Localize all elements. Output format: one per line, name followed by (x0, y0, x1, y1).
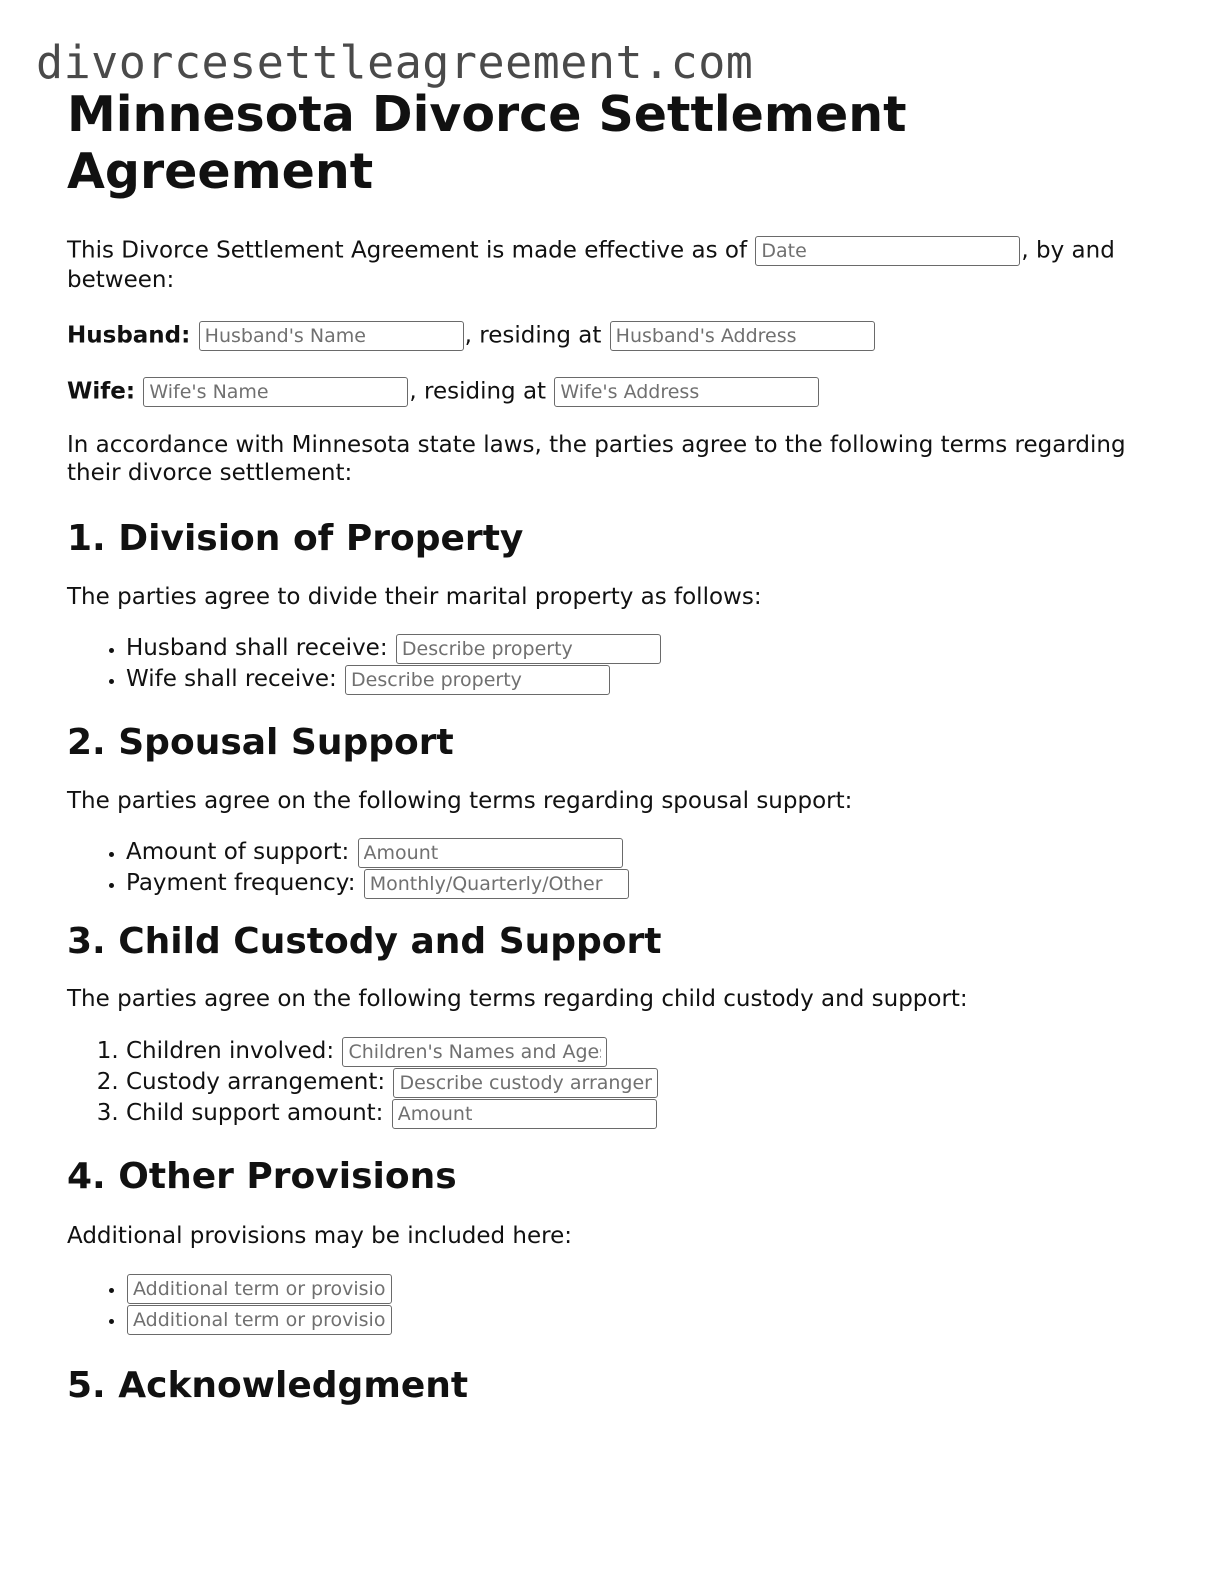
husband-property-input[interactable] (396, 634, 661, 664)
list-item (126, 664, 1157, 695)
child-custody-intro: The parties agree on the following terms regarding child custody and support: (67, 986, 968, 1012)
intro-text-after: , by and between: (67, 237, 1115, 293)
agreement-document (67, 86, 1157, 1408)
support-amount-input[interactable] (358, 838, 623, 868)
list-item (126, 1273, 1157, 1304)
property-intro: The parties agree to divide their marital property as follows: (67, 584, 762, 610)
other-provisions-intro: Additional provisions may be included here: (67, 1223, 573, 1249)
child-support-amount-input[interactable] (392, 1099, 657, 1129)
list-item (126, 868, 1157, 899)
list-item (126, 1304, 1157, 1335)
child-support-amount-label: Child support amount: (126, 1100, 391, 1126)
property-wife-label: Wife shall receive: (126, 666, 345, 692)
child-custody-list (67, 1036, 1157, 1129)
property-list (67, 633, 1157, 695)
children-involved-input[interactable] (342, 1037, 607, 1067)
support-amount-label: Amount of support: (126, 839, 357, 865)
page-title: Minnesota Divorce Settlement Agreement (67, 86, 907, 200)
children-involved-label: Children involved: (126, 1038, 342, 1064)
intro-paragraph (67, 236, 1157, 295)
intro-text-before: This Divorce Settlement Agreement is made effective as of (67, 237, 755, 264)
wife-address-input[interactable] (554, 377, 819, 407)
husband-label: Husband: (67, 322, 191, 349)
custody-arrangement-label: Custody arrangement: (126, 1069, 393, 1095)
husband-residing-text: , residing at (464, 322, 609, 349)
section-heading-child-custody: 3. Child Custody and Support (67, 921, 662, 962)
list-item (126, 633, 1157, 664)
additional-provision-input-1[interactable] (127, 1274, 392, 1304)
list-item (126, 837, 1157, 868)
wife-label: Wife: (67, 378, 136, 405)
list-item (126, 1098, 1157, 1129)
section-heading-acknowledgment: 5. Acknowledgment (67, 1365, 469, 1406)
list-item (126, 1036, 1157, 1067)
custody-arrangement-input[interactable] (393, 1068, 658, 1098)
section-heading-other-provisions: 4. Other Provisions (67, 1156, 457, 1197)
other-provisions-list (67, 1273, 1157, 1335)
husband-line (67, 321, 1157, 351)
payment-frequency-label: Payment frequency: (126, 870, 363, 896)
section-heading-property: 1. Division of Property (67, 518, 524, 559)
husband-address-input[interactable] (610, 321, 875, 351)
date-input[interactable] (755, 236, 1020, 266)
payment-frequency-input[interactable] (364, 869, 629, 899)
wife-line (67, 377, 1157, 407)
accordance-paragraph: In accordance with Minnesota state laws, the parties agree to the following terms regarding their divorce settlement: (67, 432, 1126, 486)
wife-residing-text: , residing at (409, 378, 554, 405)
list-item (126, 1067, 1157, 1098)
spousal-support-intro: The parties agree on the following terms regarding spousal support: (67, 788, 853, 814)
section-heading-spousal-support: 2. Spousal Support (67, 722, 454, 763)
husband-name-input[interactable] (199, 321, 464, 351)
wife-name-input[interactable] (143, 377, 408, 407)
property-husband-label: Husband shall receive: (126, 635, 395, 661)
wife-property-input[interactable] (345, 665, 610, 695)
additional-provision-input-2[interactable] (127, 1305, 392, 1335)
spousal-support-list (67, 837, 1157, 899)
site-watermark: divorcesettleagreement.com (36, 36, 754, 89)
